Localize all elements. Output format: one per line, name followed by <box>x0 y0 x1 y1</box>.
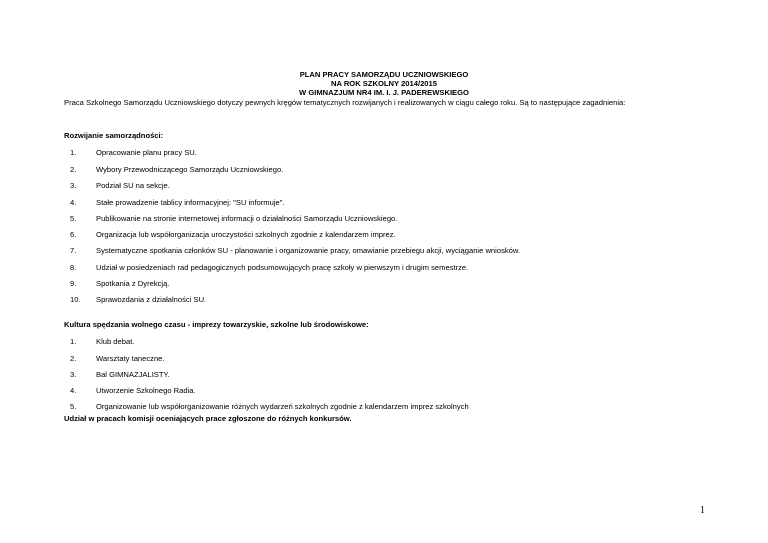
item-number: 7. <box>70 246 77 255</box>
item-number: 1. <box>70 148 77 157</box>
item-text: Udział w posiedzeniach rad pedagogicznych podsumowujących pracę szkoły w pierwszym i drugim semestrze. <box>96 263 469 272</box>
item-text: Opracowanie planu pracy SU. <box>96 148 197 157</box>
list-item <box>0 401 768 413</box>
list-item <box>0 294 768 306</box>
item-number: 8. <box>70 263 77 272</box>
item-number: 9. <box>70 279 77 288</box>
item-number: 2. <box>70 354 77 363</box>
list-item <box>0 213 768 225</box>
list-item <box>0 369 768 381</box>
item-text: Sprawozdania z działalności SU. <box>96 295 207 304</box>
section-heading-samorzadnosc: Rozwijanie samorządności: <box>64 131 164 140</box>
section-heading-komisje: Udział w pracach komisji oceniających prace zgłoszone do różnych konkursów. <box>64 414 352 423</box>
section-heading-kultura: Kultura spędzania wolnego czasu - imprezy towarzyskie, szkolne lub środowiskowe: <box>64 320 369 329</box>
item-text: Podział SU na sekcje. <box>96 181 170 190</box>
item-number: 2. <box>70 165 77 174</box>
intro-paragraph: Praca Szkolnego Samorządu Uczniowskiego dotyczy pewnych kręgów tematycznych rozwijanych i realizowanych w ciągu całego roku. Są to następujące zagadnienia: <box>64 98 626 107</box>
list-item <box>0 262 768 274</box>
item-number: 5. <box>70 214 77 223</box>
page-number: 1 <box>700 505 705 516</box>
item-text: Bal GIMNAZJALISTY. <box>96 370 170 379</box>
list-item <box>0 353 768 365</box>
title-line-3: W GIMNAZJUM NR4 IM. I. J. PADEREWSKIEGO <box>299 88 469 97</box>
item-number: 10. <box>70 295 81 304</box>
title-line-2: NA ROK SZKOLNY 2014/2015 <box>331 79 437 88</box>
list-item <box>0 164 768 176</box>
item-text: Stałe prowadzenie tablicy informacyjnej: "SU informuje". <box>96 198 285 207</box>
list-item <box>0 197 768 209</box>
item-text: Publikowanie na stronie internetowej informacji o działalności Samorządu Uczniowskiego. <box>96 214 398 223</box>
item-text: Klub debat. <box>96 337 135 346</box>
item-number: 3. <box>70 370 77 379</box>
list-item <box>0 245 768 257</box>
item-text: Wybory Przewodniczącego Samorządu Uczniowskiego. <box>96 165 284 174</box>
item-number: 3. <box>70 181 77 190</box>
item-number: 5. <box>70 402 77 411</box>
item-text: Spotkania z Dyrekcją. <box>96 279 170 288</box>
list-item <box>0 385 768 397</box>
list-item <box>0 278 768 290</box>
item-text: Utworzenie Szkolnego Radia. <box>96 386 196 395</box>
item-text: Organizacja lub współorganizacja uroczystości szkolnych zgodnie z kalendarzem imprez. <box>96 230 396 239</box>
list-item <box>0 180 768 192</box>
title-line-1: PLAN PRACY SAMORZĄDU UCZNIOWSKIEGO <box>299 70 469 79</box>
item-text: Organizowanie lub współorganizowanie różnych wydarzeń szkolnych zgodnie z kalendarzem imprez szkolnych <box>96 402 469 411</box>
list-item <box>0 147 768 159</box>
list-item <box>0 229 768 241</box>
list-item <box>0 336 768 348</box>
item-number: 6. <box>70 230 77 239</box>
item-number: 4. <box>70 198 77 207</box>
item-text: Systematyczne spotkania członków SU - planowanie i organizowanie pracy, omawianie przebiegu akcji, wyciąganie wniosków. <box>96 246 521 255</box>
item-number: 1. <box>70 337 77 346</box>
item-number: 4. <box>70 386 77 395</box>
item-text: Warsztaty taneczne. <box>96 354 165 363</box>
